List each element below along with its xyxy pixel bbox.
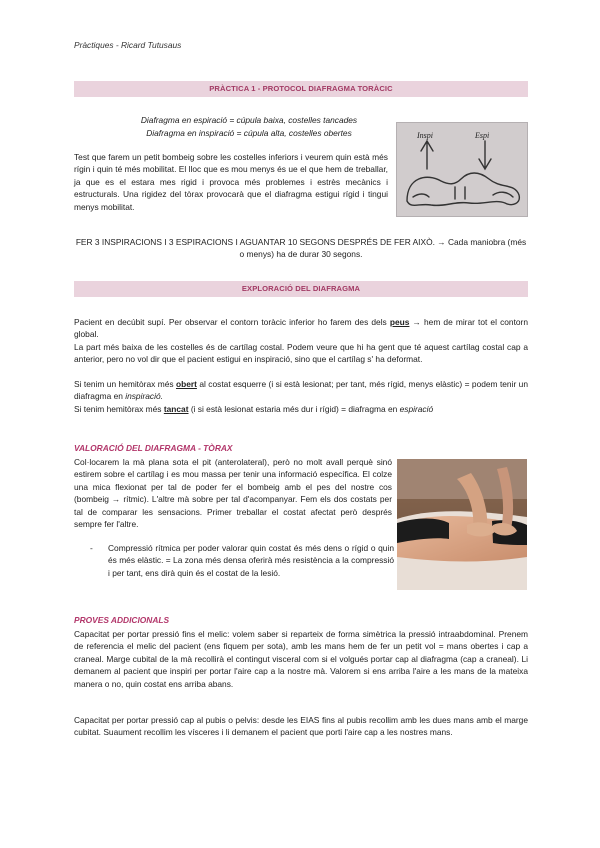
test-paragraph: Test que farem un petit bombeig sobre les costelles inferiors i veurem quin està més rígin i quin té més mobilitat. El lloc que es mou menys és ue el que hem de treballar, ja que es el estara mes rigid i provoca més problemes i estrès mecànics i estructurals. Una rigidez del tòrax provocarà que el diafragma estigui rígid i tingui menys mobilitat. <box>74 152 388 212</box>
diaphragm-definitions <box>114 114 384 139</box>
proves-paragraph-2: Capacitat per portar pressió cap al pubis o pelvis: desde les EIAS fins al pubis recollim amb les dues mans amb el marge cubitat. Suaument recollim les vísceres i li demanem el pacient que porti l'aire cap a les nostres mans. <box>74 715 528 738</box>
p3-italic: inspiració. <box>125 391 163 402</box>
subtitle-valoracio: VALORACIÓ DEL DIAFRAGMA - TÒRAX <box>74 443 233 453</box>
palpation-photo-icon <box>397 459 527 590</box>
valoracio-paragraph: Col·locarem la mà plana sota el pit (anterolateral), però no molt avall perquè sinó estirem sobre el cartílag i es mou massa per tenir una informació específica. El colze una mica flexionat per tal de poder fer el bombeig amb el pes del nostre cos (bombeig → rítmic). L'altre mà sobre per tal d'acompanyar. Fem els dos costats per tal de comparar les sensacions. Primer treballar el costat afectat però després sempre fer l'altre. <box>74 457 392 530</box>
subtitle-proves: PROVES ADDICIONALS <box>74 615 170 625</box>
diaphragm-sketch-image <box>396 122 528 217</box>
diaphragm-sketch-icon <box>397 123 527 216</box>
valoracio-bullet <box>92 542 394 579</box>
p4-text-a: Si tenim hemitòrax més <box>74 404 164 414</box>
exploration-paragraph-1 <box>74 316 528 341</box>
p4-text-b: (i si està lesionat estaria més dur i rígid) = diafragma en <box>188 404 400 414</box>
p3-text-a: Si tenim un hemitòrax més <box>74 379 176 389</box>
section-title-protocol <box>74 81 528 97</box>
p1-underline: peus <box>389 317 410 327</box>
section-title-exploration <box>74 281 528 297</box>
exploration-paragraph-3 <box>74 378 528 403</box>
definition-inspiration: Diafragma en inspiració = cúpula alta, costelles obertes <box>146 127 352 138</box>
p3-underline: obert <box>175 379 197 389</box>
page-header-note: Pràctiques - Ricard Tutusaus <box>74 40 182 50</box>
section-title-text: PRÀCTICA 1 - PROTOCOL DIAFRAGMA TORÀCIC <box>209 84 393 93</box>
breathing-instruction: FER 3 INSPIRACIONS I 3 ESPIRACIONS I AGUANTAR 10 SEGONS DESPRÉS DE FER AIXÒ. → Cada maniobra (més o menys) ha de durar 30 segons. <box>75 237 527 260</box>
section-title-text: EXPLORACIÓ DEL DIAFRAGMA <box>241 284 361 293</box>
bullet-text: Compressió rítmica per poder valorar quin costat és més dens o rígid o quin és més elàstic. = La zona més densa oferirà més resistència a la compressió i per tant, ens dirà quin és el costat de la lesió. <box>108 543 394 578</box>
exploration-paragraph-2: La part més baixa de les costelles és de cartílag costal. Podem veure que hi ha gent que té aquest cartílag costal cap a anterior, pero no vol dir que el pacient estigui en inspiració, sino que el cartílag s' ha deformat. <box>74 342 528 365</box>
proves-paragraph-1: Capacitat per portar pressió fins el melic: volem saber si reparteix de forma simètrica la pressió intraabdominal. Prenem de referencia el melic del pacient (ens fiquem per sota), amb les mans hem de fer un petit vol = mans obertes i cap a craneal. Marge cubital de la mà recollirà el contingut visceral com si el volgués portar cap al diafragma (cap a craneal). Li demanem al pacient que inspiri per portar l'aire cap a la nostre mà. Valorem si ens arriba l'aire a les mans de la mateixa manera o no, quin costat ens arriba abans. <box>74 629 528 689</box>
p4-underline: tancat <box>163 404 189 414</box>
definition-expiration: Diafragma en espiració = cúpula baixa, costelles tancades <box>140 115 358 125</box>
sketch-label-espi: Espi <box>475 131 490 140</box>
sketch-label-inspi: Inspi <box>417 131 433 140</box>
bullet-dash: - <box>90 543 93 553</box>
exploration-paragraph-4 <box>74 403 528 415</box>
p1-text-a: Pacient en decúbit supí. Per observar el contorn toràcic inferior ho farem des dels <box>74 317 390 327</box>
palpation-photo <box>397 459 527 590</box>
p1-text-b: → hem de mirar tot el contorn global. <box>74 317 528 340</box>
p4-italic: espiració <box>399 404 434 414</box>
p3-text-b: al costat esquerre (i si està lesionat; per tant, més rígid, menys elàstic) = podem tenir un diafragma en <box>74 379 528 402</box>
